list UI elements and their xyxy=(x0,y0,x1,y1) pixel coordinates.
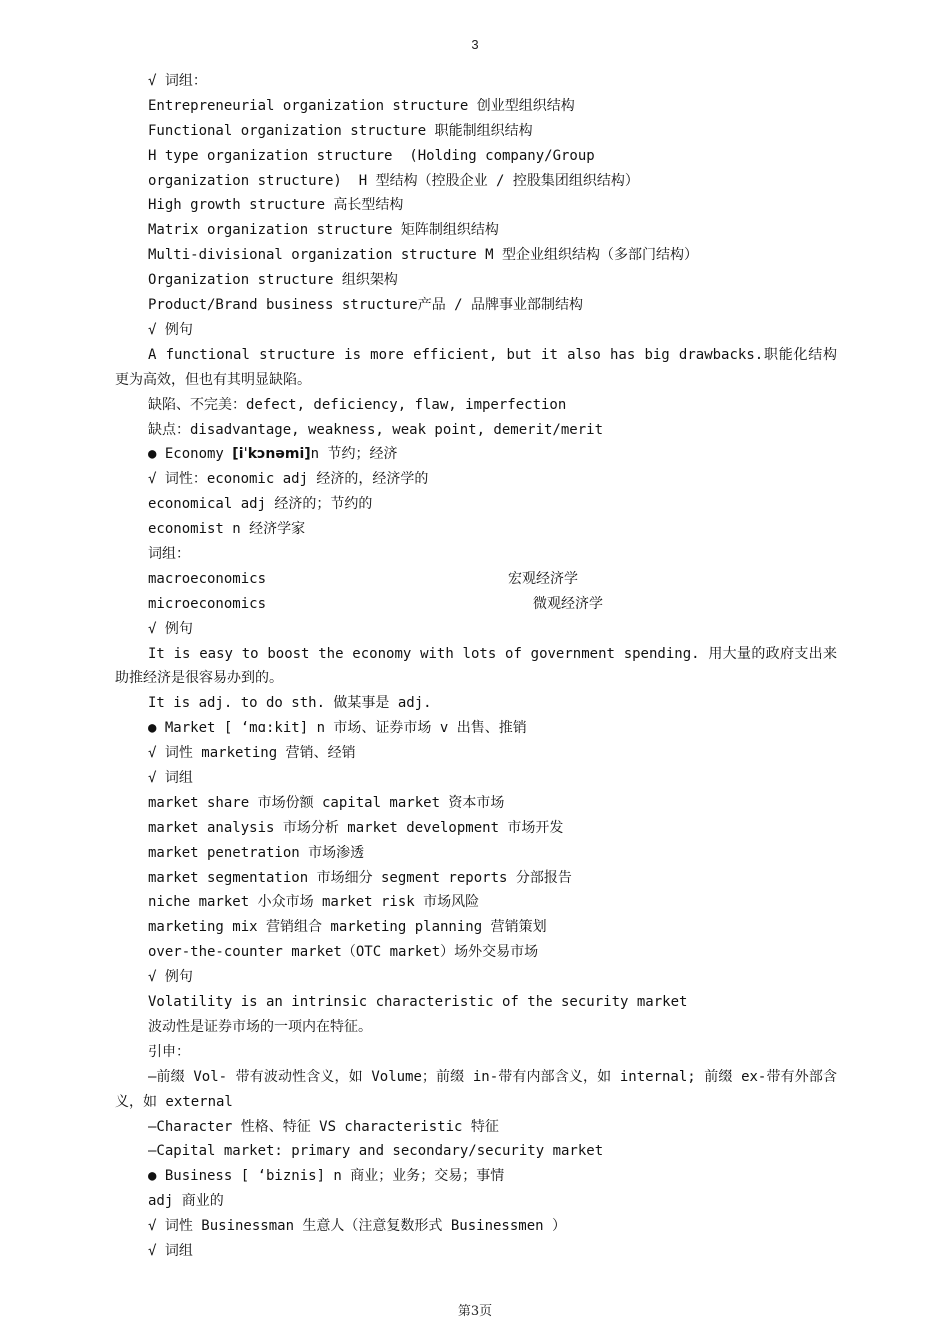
text-line: √ 词性 marketing 营销、经销 xyxy=(148,745,356,762)
definition-text: n 节约；经济 xyxy=(310,446,398,463)
text-line: √ 例句 xyxy=(148,321,193,338)
text-line: √ 例句 xyxy=(148,620,193,637)
headword-label: ● Economy xyxy=(148,446,233,463)
text-line: Multi-divisional organization structure M 型企业组织结构（多部门结构） xyxy=(148,247,699,264)
vocab-term: microeconomics xyxy=(148,595,267,612)
text-line: market segmentation 市场细分 segment reports 分部报告 xyxy=(148,869,572,886)
text-line: Volatility is an intrinsic characteristic of the security market xyxy=(148,994,688,1011)
text-line: 引申： xyxy=(148,1043,190,1060)
page-number-header: 3 xyxy=(471,37,479,52)
text-line: √ 词性：economic adj 经济的，经济学的 xyxy=(148,471,429,488)
text-line: organization structure) H 型结构（控股企业 / 控股集团组织结构） xyxy=(148,172,639,189)
text-line: —Capital market: primary and secondary/security market xyxy=(148,1143,604,1160)
text-line: High growth structure 高长型结构 xyxy=(148,197,404,214)
text-line: √ 例句 xyxy=(148,969,193,986)
vocab-meaning: 微观经济学 xyxy=(533,595,603,612)
text-line xyxy=(115,442,837,467)
text-line: 波动性是证券市场的一项内在特征。 xyxy=(148,1018,372,1035)
text-line: adj 商业的 xyxy=(148,1193,224,1210)
vocab-meaning: 宏观经济学 xyxy=(508,570,578,587)
text-line: It is easy to boost the economy with lots of government spending. 用大量的政府支出来助推经济是很容易办到的。 xyxy=(115,645,837,687)
phonetic-transcription: [iˈkɔnəmi] xyxy=(232,446,311,463)
text-line: market share 市场份额 capital market 资本市场 xyxy=(148,794,505,811)
text-line: over-the-counter market（OTC market）场外交易市场 xyxy=(148,944,539,961)
text-line: —Character 性格、特征 VS characteristic 特征 xyxy=(148,1118,499,1135)
text-line: Functional organization structure 职能制组织结构 xyxy=(148,122,533,139)
text-line: Matrix organization structure 矩阵制组织结构 xyxy=(148,222,499,239)
text-line: 缺陷、不完美：defect, deficiency, flaw, imperfection xyxy=(148,396,567,413)
text-line: economist n 经济学家 xyxy=(148,521,306,538)
text-line: ● Market [ ‘mɑ:kit] n 市场、证券市场 v 出售、推销 xyxy=(148,720,527,737)
text-line: A functional structure is more efficient, but it also has big drawbacks.职能化结构更为高效，但也有其明显缺陷。 xyxy=(115,346,837,388)
text-line: √ 词组 xyxy=(148,770,193,786)
text-line: √ 词性 Businessman 生意人（注意复数形式 Businessmen ） xyxy=(148,1218,567,1235)
text-line: niche market 小众市场 market risk 市场风险 xyxy=(148,894,480,911)
text-line xyxy=(115,567,837,592)
text-line: It is adj. to do sth. 做某事是 adj. xyxy=(148,695,432,712)
vocab-term: macroeconomics xyxy=(148,570,267,587)
text-line: economical adj 经济的；节约的 xyxy=(148,496,373,513)
text-line: 词组： xyxy=(148,545,190,562)
text-line: 缺点：disadvantage, weakness, weak point, demerit/merit xyxy=(148,421,604,438)
text-line: Product/Brand business structure产品 / 品牌事业部制结构 xyxy=(148,297,584,314)
text-line: market analysis 市场分析 market development 市场开发 xyxy=(148,819,564,836)
text-line: ● Business [ ‘biznis] n 商业；业务；交易；事情 xyxy=(148,1168,505,1185)
text-line: H type organization structure (Holding company/Group xyxy=(148,147,595,164)
text-line: Entrepreneurial organization structure 创业型组织结构 xyxy=(148,97,575,114)
text-line: market penetration 市场渗透 xyxy=(148,844,365,861)
text-line: marketing mix 营销组合 marketing planning 营销策划 xyxy=(148,919,547,936)
page-content xyxy=(115,69,837,1264)
page-number-footer: 第3页 xyxy=(457,1304,493,1319)
text-line xyxy=(115,592,837,617)
text-line: Organization structure 组织架构 xyxy=(148,272,398,289)
text-line: √ 词组： xyxy=(148,73,207,89)
text-line: —前缀 Vol- 带有波动性含义，如 Volume；前缀 in-带有内部含义，如 internal; 前缀 ex-带有外部含义，如 external xyxy=(115,1068,837,1110)
text-line: √ 词组 xyxy=(148,1242,193,1259)
